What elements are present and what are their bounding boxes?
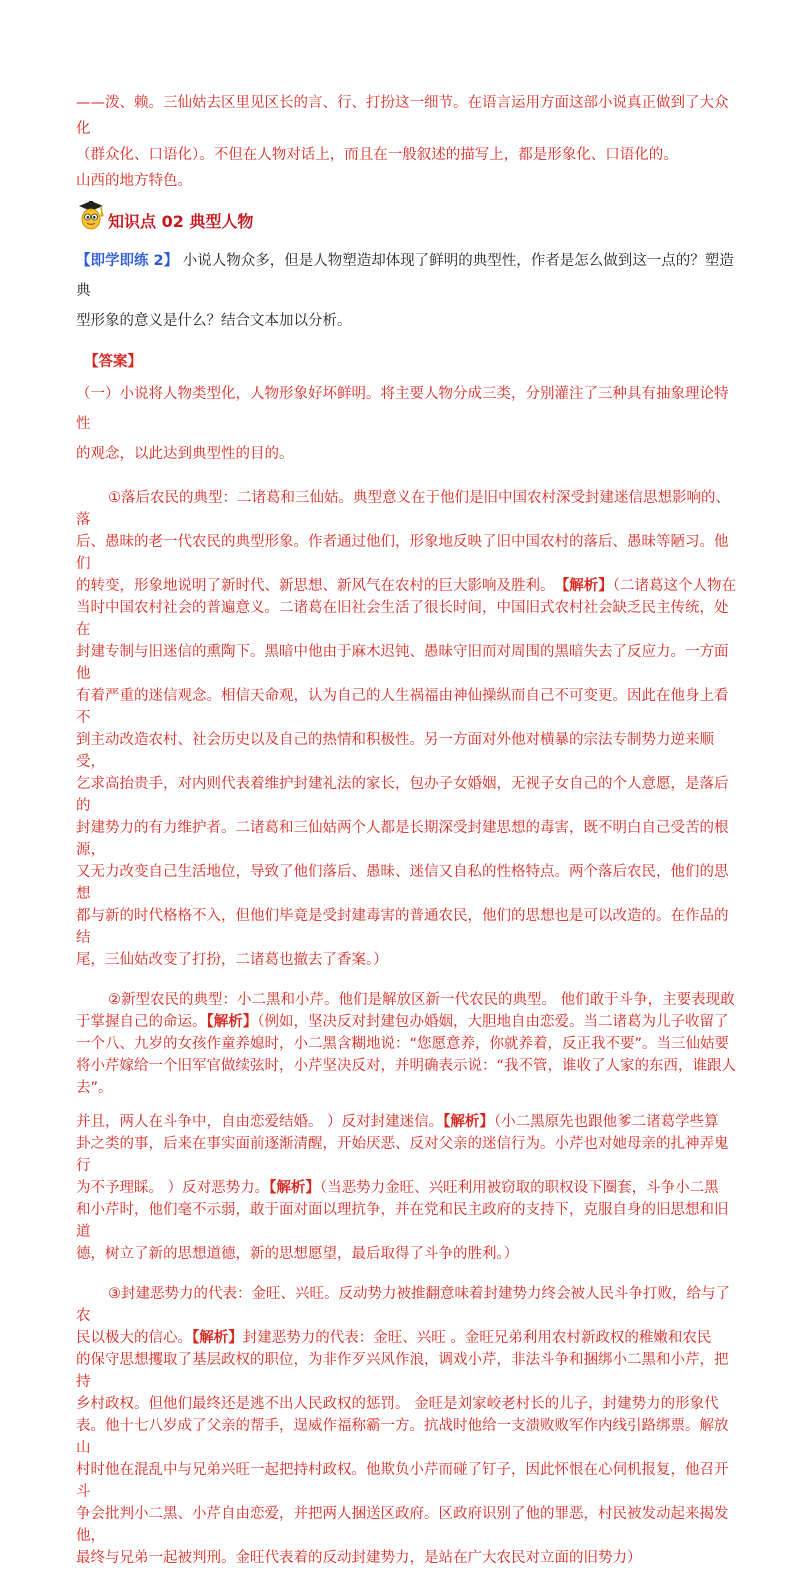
analysis-tag: 【解析】 [554, 578, 613, 594]
paragraph-line: 当时中国农村社会的普遍意义。二诸葛在旧社会生活了很长时间，中国旧式农村社会缺乏民主传统，处在 [76, 600, 729, 638]
answer-line: 的观念，以此达到典型性的目的。 [76, 446, 294, 462]
intro-line: 山西的地方特色。 [76, 173, 192, 189]
answer-label: 【答案】 [84, 354, 142, 370]
document-page [76, 90, 736, 1569]
paragraph-line: 后、愚昧的老一代农民的典型形象。作者通过他们，形象地反映了旧中国农村的落后、愚昧等陋习。他们 [76, 534, 729, 572]
paragraph-backward-peasants [76, 487, 736, 971]
analysis-tag: 【解析】 [206, 1014, 258, 1030]
question-line: 型形象的意义是什么？结合文本加以分析。 [76, 313, 352, 329]
question-label: 【即学即练 2】 [76, 253, 179, 269]
paragraph-text: 为不予理睬。 ）反对恶势力。 [76, 1180, 270, 1196]
question-block [76, 246, 736, 336]
section-heading [76, 202, 736, 236]
paragraph-text: 并且，两人在斗争中，自由恋爱结婚。 ）反对封建迷信。 [76, 1114, 444, 1130]
paragraph-line: 到主动改造农村、社会历史以及自己的热情和积极性。另一方面对外他对横暴的宗法专制势力逆来顺受， [76, 732, 714, 770]
paragraph-line: 又无力改变自己生活地位，导致了他们落后、愚昧、迷信又自私的性格特点。两个落后农民，他们的思想 [76, 864, 729, 902]
paragraph-line: 表。他十七八岁成了父亲的帮手，逞威作福称霸一方。抗战时他给一支溃败败军作内线引路绑票。解放山 [76, 1418, 729, 1456]
analysis-tag: 【解析】 [269, 1180, 320, 1196]
analysis-text: （例如，坚决反对封建包办婚姻，大胆地自由恋爱。当二诸葛为儿子收留了 [257, 1014, 729, 1030]
paragraph-line [76, 1327, 736, 1349]
paragraph-line: 都与新的时代格格不入，但他们毕竟是受封建毒害的普通农民，他们的思想也是可以改造的。在作品的结 [76, 908, 729, 946]
section-title: 知识点 02 典型人物 [108, 212, 254, 231]
paragraph-line: 尾，三仙姑改变了打扮，二诸葛也撤去了香案。） [76, 952, 388, 968]
answer-section-one [76, 379, 736, 469]
paragraph-line: 有着严重的迷信观念。相信天命观，认为自己的人生祸福由神仙操纵而自己不可变更。因此在他身上看不 [76, 688, 729, 726]
paragraph-line: ②新型农民的典型：小二黑和小芹。他们是解放区新一代农民的典型。 他们敢于斗争，主要表现敢 [108, 992, 735, 1008]
analysis-text: （小二黑原先也跟他爹二诸葛学些算 [493, 1114, 719, 1130]
question-text: 小说人物众多，但是人物塑造却体现了鲜明的典型性，作者是怎么做到这一点的？塑造典 [76, 253, 734, 299]
paragraph-line: 去”。 [76, 1080, 113, 1096]
paragraph-text: 民以极大的信心。 [76, 1330, 192, 1346]
paragraph-struggle [76, 1111, 736, 1265]
analysis-text: （当恶势力金旺、兴旺利用被窃取的职权设下圈套，斗争小二黑 [319, 1180, 719, 1196]
answer-line: （一）小说将人物类型化，人物形象好坏鲜明。将主要人物分成三类，分别灌注了三种具有抽象理论特性 [76, 386, 729, 432]
paragraph-line: 乡村政权。但他们最终还是逃不出人民政权的惩罚。 金旺是刘家峧老村长的儿子，封建势力的形象代 [76, 1396, 719, 1412]
paragraph-new-peasants [76, 989, 736, 1099]
paragraph-line: 一个八、九岁的女孩作童养媳时，小二黑含糊地说：“您愿意养，你就养着，反正我不要”。当三仙姑要 [76, 1036, 730, 1052]
paragraph-line: 和小芹时，他们毫不示弱，敢于面对面以理抗争，并在党和民主政府的支持下，克服自身的旧思想和旧道 [76, 1202, 729, 1240]
paragraph-line: 村时他在混乱中与兄弟兴旺一起把持村政权。他欺负小芹而碰了钉子，因此怀恨在心伺机报复，他召开斗 [76, 1462, 729, 1500]
paragraph-line: 封建势力的有力维护者。二诸葛和三仙姑两个人都是长期深受封建思想的毒害，既不明白自己受苦的根源， [76, 820, 729, 858]
analysis-tag: 【解析】 [192, 1330, 243, 1346]
analysis-tag: 【解析】 [443, 1114, 494, 1130]
intro-line: （群众化、口语化）。不但在人物对话上，而且在一般叙述的描写上，都是形象化、口语化的。 [76, 147, 678, 163]
paragraph-line: ①落后农民的典型：二诸葛和三仙姑。典型意义在于他们是旧中国农村深受封建迷信思想影响的、落 [76, 490, 730, 528]
paragraph-line [76, 1011, 736, 1033]
paragraph-line: 争会批判小二黑、小芹自由恋爱，并把两人捆送区政府。区政府识别了他的罪恶，村民被发动起来揭发他， [76, 1506, 729, 1544]
paragraph-line: 的保守思想攫取了基层政权的职位，为非作歹兴风作浪，调戏小芹，非法斗争和捆绑小二黑和小芹，把持 [76, 1352, 729, 1390]
paragraph-line [76, 1177, 736, 1199]
intro-paragraph [76, 90, 736, 194]
paragraph-line: 卦之类的事，后来在事实面前逐渐清醒，开始厌恶、反对父亲的迷信行为。小芹也对她母亲的扎神弄鬼行 [76, 1136, 729, 1174]
analysis-text: （二诸葛这个人物在 [612, 578, 736, 594]
paragraph-line [76, 1111, 736, 1133]
paragraph-line: 封建专制与旧迷信的熏陶下。黑暗中他由于麻木迟钝、愚昧守旧而对周围的黑暗失去了反应力。一方面他 [76, 644, 729, 682]
paragraph-line: 将小芹嫁给一个旧军官做续弦时，小芹坚决反对，并明确表示说：“我不管，谁收了人家的东西，谁跟人 [76, 1058, 737, 1074]
paragraph-line: 乞求高抬贵手，对内则代表着维护封建礼法的家长，包办子女婚姻，无视子女自己的个人意愿，是落后的 [76, 776, 729, 814]
question-line [76, 246, 736, 306]
paragraph-feudal-forces [76, 1283, 736, 1569]
paragraph-line: 最终与兄弟一起被判刑。金旺代表着的反动封建势力，是站在广大农民对立面的旧势力） [76, 1550, 642, 1566]
scholar-mascot-icon [76, 198, 106, 236]
intro-line: ——泼、赖。三仙姑去区里见区长的言、行、打扮这一细节。在语言运用方面这部小说真正做到了大众化 [76, 95, 729, 137]
paragraph-line: 的转变，形象地说明了新时代、新思想、新风气在农村的巨大影响及胜利。 [76, 578, 555, 594]
paragraph-line: 德，树立了新的思想道德，新的思想愿望，最后取得了斗争的胜利。） [76, 1246, 519, 1262]
paragraph-line: ③封建恶势力的代表：金旺、兴旺。反动势力被推翻意味着封建势力终会被人民斗争打败，给与了农 [76, 1286, 730, 1324]
analysis-text: 封建恶势力的代表：金旺、兴旺 。金旺兄弟利用农村新政权的稚嫩和农民 [242, 1330, 712, 1346]
paragraph-text: 于掌握自己的命运。 [76, 1014, 207, 1030]
